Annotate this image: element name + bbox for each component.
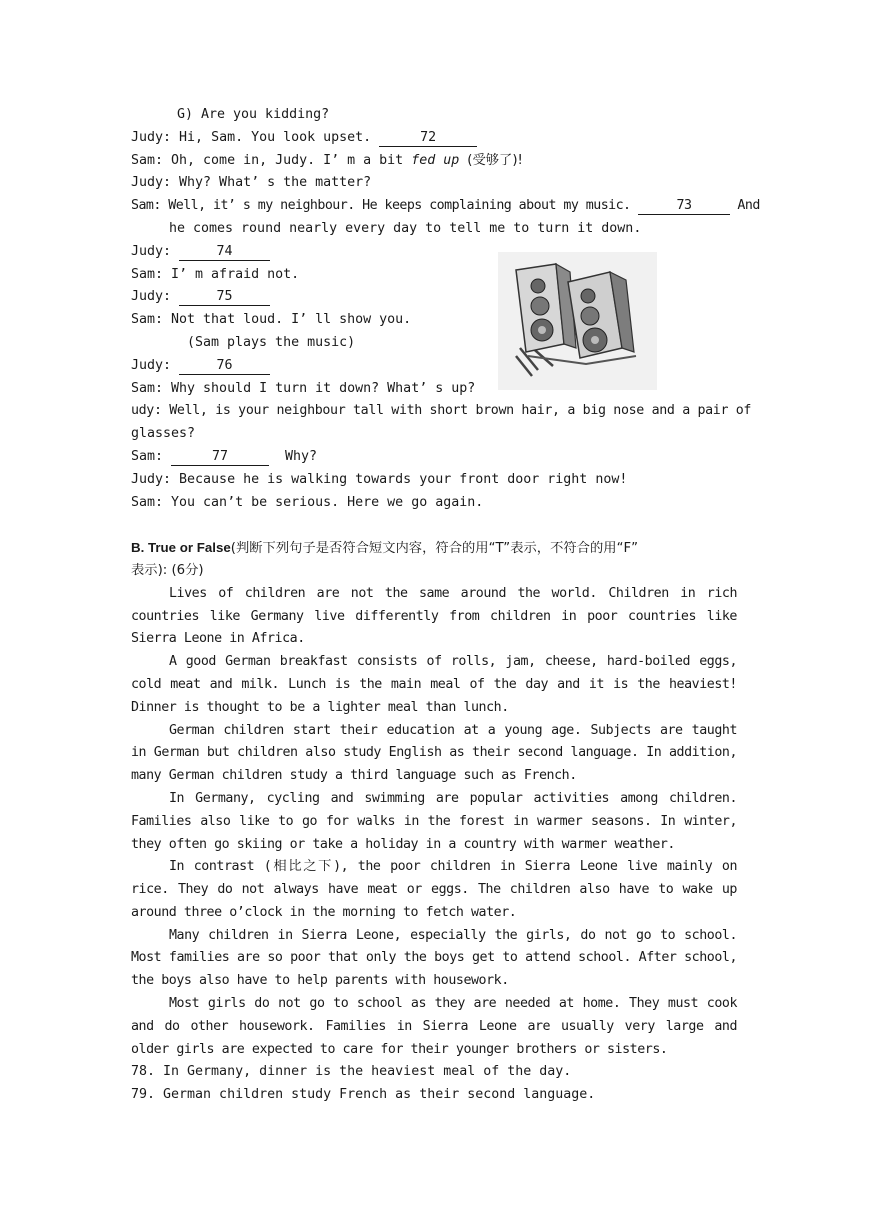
dialogue-line-2: Sam: Oh, come in, Judy. I’ m a bit fed up (受够了)! (131, 152, 523, 168)
speakers-illustration (498, 252, 657, 390)
answer-blank-74[interactable]: 74 (179, 244, 270, 261)
dialogue-line-14: Sam: You can’t be serious. Here we go again. (131, 494, 484, 510)
section-b-instruction-cont: 表示): (6分) (131, 562, 204, 578)
question-78: 78. In Germany, dinner is the heaviest meal of the day. (131, 1064, 572, 1080)
dialogue-line-13: Judy: Because he is walking towards your front door right now! (131, 471, 628, 487)
passage-paragraph: Many children in Sierra Leone, especially the girls, do not go to school. Most families are so poor that only the boys get to attend school. After school, the boys also have to help parents with housework. (131, 927, 737, 989)
section-b-heading (131, 537, 737, 560)
dialogue-line-10: Sam: Why should I turn it down? What’ s up? (131, 380, 476, 396)
stage-direction: (Sam plays the music) (187, 334, 356, 350)
dialogue-line-4-cont: he comes round nearly every day to tell me to turn it down. (169, 220, 642, 236)
option-g: G) Are you kidding? (177, 107, 330, 122)
answer-blank-72[interactable]: 72 (379, 130, 477, 147)
passage-paragraph: In contrast (相比之下), the poor children in Sierra Leone live mainly on rice. They do not always have meat or eggs. The children also have to wake up around three o’clock in the morning to fetch water. (131, 859, 737, 920)
passage-paragraph: A good German breakfast consists of rolls, jam, cheese, hard-boiled eggs, cold meat and milk. Lunch is the main meal of the day and it is the heaviest! Dinner is thought to be a lighter meal than lunch. (131, 654, 737, 715)
passage-paragraph: German children start their education at a young age. Subjects are taught in German but children also study English as their second language. In addition, many German children study a third language such as French. (131, 722, 737, 784)
dialogue-line-1: Judy: Hi, Sam. You look upset. 72 (131, 127, 737, 150)
dialogue-line-11: udy: Well, is your neighbour tall with short brown hair, a big nose and a pair of (131, 403, 752, 419)
answer-blank-73[interactable]: 73 (638, 198, 730, 215)
passage-paragraph: Most girls do not go to school as they are needed at home. They must cook and do other housework. Families in Sierra Leone are usually very large and older girls are expected to care for their younger brothers or sisters. (131, 996, 737, 1057)
section-b-title: B. True or False (131, 540, 231, 556)
dialogue-line-8: Sam: Not that loud. I’ ll show you. (131, 312, 412, 328)
dialogue-line-6: Sam: I’ m afraid not. (131, 266, 300, 282)
passage-paragraph: In Germany, cycling and swimming are popular activities among children. Families also like to go for walks in the forest in warmer seasons. In winter, they often go skiing or take a holiday in a country with warmer weather. (131, 790, 737, 852)
dialogue-line-12: Sam: 77 Why? (131, 448, 318, 464)
question-79: 79. German children study French as their second language. (131, 1087, 596, 1103)
dialogue-line-5: Judy: 74 (131, 241, 737, 264)
answer-blank-75[interactable]: 75 (179, 289, 270, 306)
dialogue-line-4: Sam: Well, it’ s my neighbour. He keeps complaining about my music. 73 And (131, 198, 760, 214)
dialogue-line-7: Judy: 75 (131, 286, 737, 309)
passage-paragraph: Lives of children are not the same around the world. Children in rich countries like Germany live differently from children in poor countries like Sierra Leone in Africa. (131, 585, 737, 647)
speakers-image (498, 252, 657, 390)
reading-passage (131, 583, 737, 1062)
dialogue-line-3: Judy: Why? What’ s the matter? (131, 175, 372, 191)
section-b-instruction: (判断下列句子是否符合短文内容，符合的用“T”表示，不符合的用“F” (230, 541, 639, 557)
dialogue-line-9: Judy: 76 (131, 355, 737, 378)
answer-blank-77[interactable]: 77 (171, 449, 269, 466)
answer-blank-76[interactable]: 76 (179, 358, 270, 375)
dialogue-line-11-cont: glasses? (131, 426, 196, 442)
